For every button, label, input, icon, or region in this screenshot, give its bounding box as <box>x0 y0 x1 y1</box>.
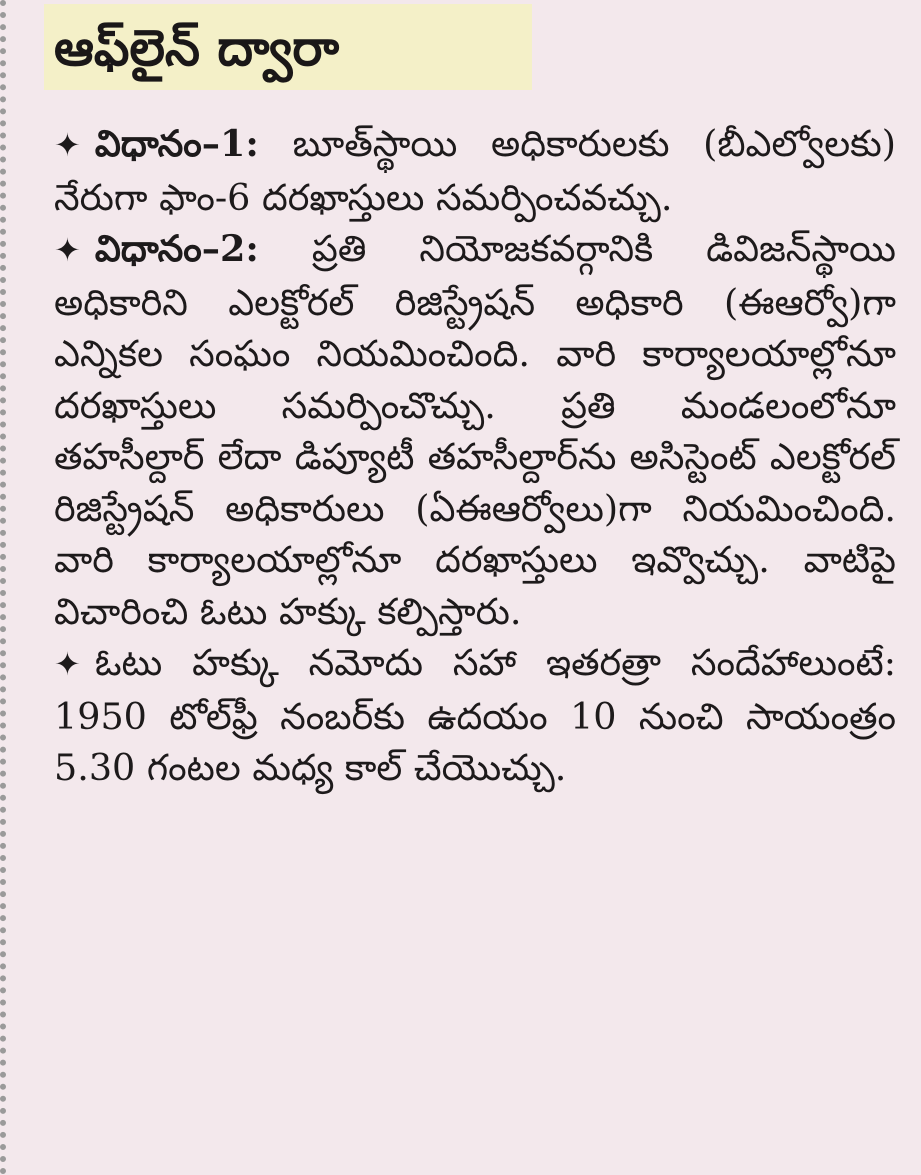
method-1-paragraph <box>54 118 896 223</box>
heading-box <box>44 4 532 90</box>
star-bullet-icon: ✦ <box>54 645 81 683</box>
method-1-text: బూత్‌స్థాయి అధికారులకు (బీఎల్వోలకు) నేరుగా ఫాం-6 దరఖాస్తులు సమర్పించవచ్చు. <box>54 122 896 219</box>
star-bullet-icon: ✦ <box>54 126 81 164</box>
method-1-label: విధానం–1: <box>94 122 259 165</box>
method-2-paragraph <box>54 223 896 637</box>
star-bullet-icon: ✦ <box>54 231 81 269</box>
helpline-text: ఓటు హక్కు నమోదు సహా ఇతరత్రా సందేహాలుంటే: 1950 టోల్‌ఫ్రీ నంబర్‌కు ఉదయం 10 నుంచి సాయంత్రం 5.30 గంటల మధ్య కాల్‌ చేయొచ్చు. <box>54 641 896 789</box>
article-body <box>54 118 896 794</box>
heading: ఆఫ్‌లైన్‌ ద్వారా <box>54 19 340 77</box>
method-2-text: ప్రతి నియోజకవర్గానికి డివిజన్‌స్థాయి అధికారిని ఎలక్టోరల్‌ రిజిస్ట్రేషన్‌ అధికారి (ఈఆర్వో)గా ఎన్నికల సంఘం నియమించింది. వారి కార్యాలయాల్లోనూ దరఖాస్తులు సమర్పించొచ్చు. ప్రతి మండలంలోనూ తహసీల్దార్‌ లేదా డిప్యూటీ తహసీల్దార్‌ను అసిస్టెంట్‌ ఎలక్టోరల్‌ రిజిస్ట్రేషన్‌ అధికారులు (ఏఈఆర్వోలు)గా నియమించింది. వారి కార్యాలయాల్లోనూ దరఖాస్తులు ఇవ్వొచ్చు. వాటిపై విచారించి ఓటు హక్కు కల్పిస్తారు. <box>54 227 896 633</box>
method-2-label: విధానం–2: <box>94 227 259 270</box>
helpline-paragraph <box>54 637 896 794</box>
